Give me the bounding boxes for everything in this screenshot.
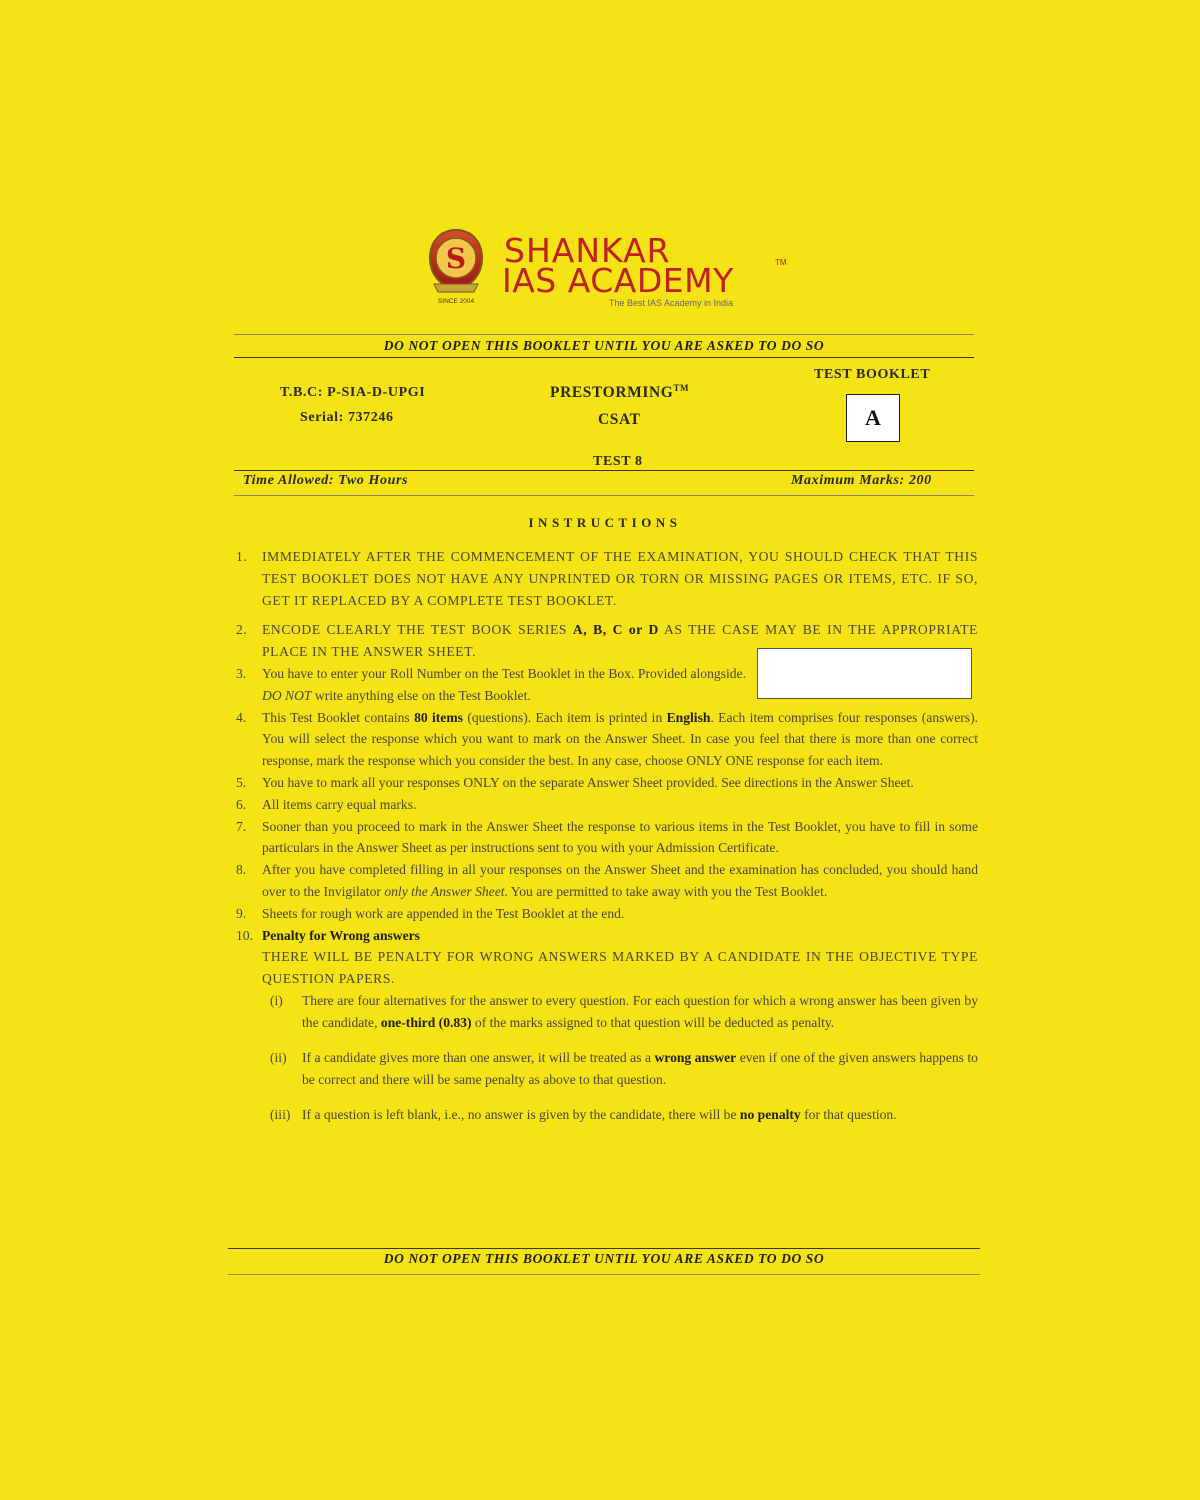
item-number: 8.	[236, 862, 247, 878]
item-number: 3.	[236, 665, 247, 681]
item-text: Sheets for rough work are appended in the Test Booklet at the end.	[262, 905, 625, 921]
divider	[234, 470, 974, 471]
svg-text:SINCE 2004: SINCE 2004	[437, 298, 475, 305]
instruction-item	[234, 925, 978, 947]
emphasis-text: DO NOT	[262, 687, 312, 703]
item-text: even if one of the given answers happens to be correct and there will be same penalty as above to that question.	[302, 1050, 978, 1087]
instruction-item-continued	[234, 946, 978, 990]
instruction-item	[234, 794, 978, 816]
emphasis-text: wrong answer	[654, 1050, 737, 1066]
divider	[234, 357, 974, 358]
subitem-number: (ii)	[270, 1050, 287, 1066]
emphasis-text: no penalty	[739, 1107, 801, 1123]
subitem-number: (i)	[270, 992, 283, 1008]
item-number: 9.	[236, 905, 247, 921]
booklet-label: TEST BOOKLET	[814, 367, 931, 382]
instruction-item	[234, 903, 978, 925]
academy-seal-icon	[426, 228, 486, 306]
item-text: All items carry equal marks.	[262, 796, 417, 812]
item-text: You have to mark all your responses ONLY on the separate Answer Sheet provided. See directions in the Answer Sheet.	[262, 774, 914, 790]
instruction-item	[234, 772, 978, 794]
divider	[228, 1248, 980, 1249]
series-options: A, B, C or D	[572, 622, 659, 638]
item-number: 2.	[236, 622, 248, 638]
logo-line-1: SHANKAR	[504, 231, 671, 270]
maximum-marks: Maximum Marks: 200	[791, 473, 932, 488]
serial-number: Serial: 737246	[300, 410, 394, 425]
logo-tagline: The Best IAS Academy in India	[609, 298, 734, 308]
divider	[234, 334, 974, 335]
logo-line-2: IAS ACADEMY	[502, 261, 734, 300]
item-number: 5.	[236, 774, 247, 790]
item-text: There are four alternatives for the answer to every question. For each question for which a wrong answer has been given by the candidate,	[302, 992, 978, 1030]
penalty-subitem	[262, 990, 978, 1034]
banner-bottom: DO NOT OPEN THIS BOOKLET UNTIL YOU ARE ASKED TO DO SO	[383, 1251, 825, 1266]
exam-title	[550, 383, 689, 402]
instruction-item	[234, 859, 978, 903]
exam-title-tm: TM	[673, 383, 690, 393]
instruction-item	[234, 663, 746, 707]
divider	[234, 495, 974, 496]
banner-top: DO NOT OPEN THIS BOOKLET UNTIL YOU ARE ASKED TO DO SO	[383, 338, 825, 353]
item-number: 4.	[236, 709, 247, 725]
item-text: You have to enter your Roll Number on the Test Booklet in the Box. Provided alongside.	[262, 665, 746, 681]
time-allowed: Time Allowed: Two Hours	[243, 473, 409, 488]
emphasis-text: one-third (0.83)	[380, 1014, 472, 1030]
item-text: This Test Booklet contains	[262, 709, 410, 725]
item-text: . You are permitted to take away with you the Test Booklet.	[504, 883, 828, 899]
emphasis-text: English	[666, 709, 711, 725]
instruction-item	[234, 619, 978, 663]
emphasis-text: 80 items	[414, 709, 463, 725]
item-text: (questions). Each item is printed in	[467, 709, 663, 725]
exam-title-text: PRESTORMING	[550, 384, 674, 402]
item-text: write anything else on the Test Booklet.	[314, 687, 531, 703]
item-text: After you have completed filling in all your responses on the Answer Sheet and the examination has concluded, you should hand over to the Invigilator	[262, 862, 978, 899]
divider	[228, 1274, 980, 1275]
penalty-subitem	[262, 1104, 978, 1126]
booklet-series-box: A	[846, 394, 900, 442]
item-number: 1.	[236, 549, 248, 564]
item-text: THERE WILL BE PENALTY FOR WRONG ANSWERS MARKED BY A CANDIDATE IN THE OBJECTIVE TYPE QUESTION PAPERS.	[262, 949, 978, 987]
emphasis-text: only the Answer Sheet	[384, 883, 505, 899]
item-number: 6.	[236, 796, 247, 812]
item-text: ENCODE CLEARLY THE TEST BOOK SERIES	[262, 622, 568, 638]
item-text: . Each item comprises four responses (answers). You will select the response which you want to mark on the Answer Sheet. In case you feel that there is more than one correct response, mark the response which you consider the best. In any case, choose ONLY ONE response for each item.	[262, 709, 979, 769]
instructions-heading: INSTRUCTIONS	[528, 515, 682, 530]
instruction-item	[234, 816, 978, 860]
penalty-heading: Penalty for Wrong answers	[262, 927, 420, 943]
item-text: If a question is left blank, i.e., no answer is given by the candidate, there will be	[302, 1107, 737, 1123]
item-text: If a candidate gives more than one answer, it will be treated as a	[302, 1050, 651, 1066]
logo-trademark: TM	[775, 258, 787, 267]
item-text: IMMEDIATELY AFTER THE COMMENCEMENT OF THE EXAMINATION, YOU SHOULD CHECK THAT THIS TEST BOOKLET DOES NOT HAVE ANY UNPRINTED OR TORN OR MISSING PAGES OR ITEMS, ETC. IF SO, GET IT REPLACED BY A COMPLETE TEST BOOKLET.	[262, 549, 978, 608]
exam-subject: CSAT	[598, 411, 641, 428]
test-number: TEST 8	[593, 454, 643, 469]
academy-logo	[420, 228, 800, 312]
penalty-subitem	[262, 1047, 978, 1091]
instruction-item	[234, 707, 978, 772]
svg-text:S: S	[445, 242, 467, 275]
item-text: for that question.	[804, 1107, 897, 1123]
item-text: AS THE CASE MAY BE IN THE APPROPRIATE PLACE IN THE ANSWER SHEET.	[262, 622, 979, 660]
item-text: Sooner than you proceed to mark in the Answer Sheet the response to various items in the Test Booklet, you have to fill in some particulars in the Answer Sheet as per instructions sent to you with your Admission Certificate.	[262, 818, 978, 856]
item-number: 7.	[236, 818, 247, 834]
item-number: 10.	[236, 927, 253, 943]
instructions-list	[234, 546, 978, 1140]
subitem-number: (iii)	[270, 1107, 291, 1123]
tbc-code: T.B.C: P-SIA-D-UPGI	[280, 385, 426, 400]
item-text: of the marks assigned to that question will be deducted as penalty.	[474, 1014, 835, 1030]
instruction-item	[234, 546, 978, 611]
